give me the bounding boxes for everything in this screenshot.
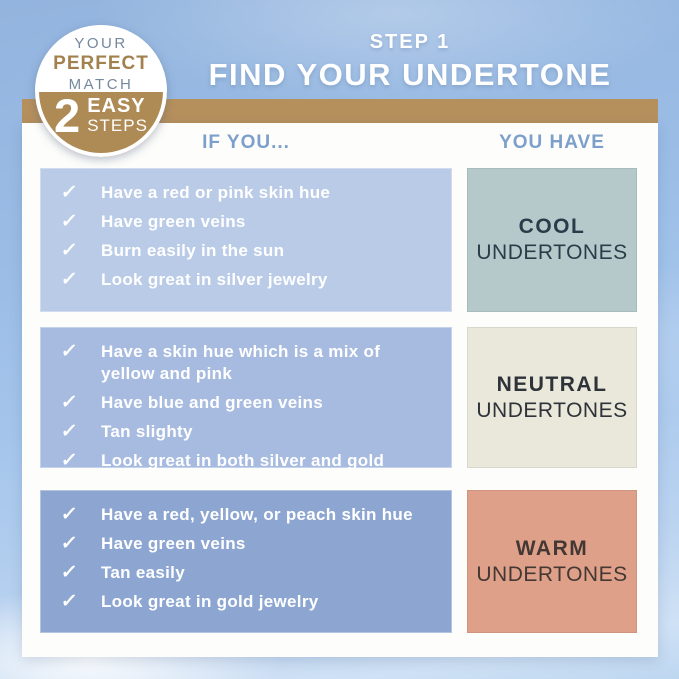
- content-panel: [22, 123, 658, 657]
- criteria-item: [61, 504, 451, 526]
- badge-perfect-text: PERFECT: [53, 53, 149, 74]
- criteria-text: Have a red or pink skin hue: [101, 183, 331, 202]
- perfect-match-badge: [35, 25, 167, 157]
- result-label: UNDERTONES: [476, 562, 628, 586]
- criteria-text: Look great in silver jewelry: [101, 270, 328, 289]
- check-icon: ✓: [59, 341, 79, 362]
- criteria-item: [61, 211, 451, 233]
- criteria-item: [61, 562, 451, 584]
- check-icon: ✓: [59, 450, 79, 471]
- criteria-text: Burn easily in the sun: [101, 241, 285, 260]
- result-word: WARM: [515, 536, 589, 560]
- badge-match-text: MATCH: [68, 76, 134, 93]
- result-word: NEUTRAL: [496, 372, 608, 396]
- result-box-cool: [467, 168, 637, 312]
- criteria-text: Have green veins: [101, 212, 246, 231]
- check-icon: ✓: [59, 392, 79, 413]
- criteria-item: [61, 240, 451, 262]
- undertone-row-cool: [22, 168, 658, 312]
- criteria-text: Tan slighty: [101, 422, 193, 441]
- criteria-item: [61, 591, 451, 613]
- badge-your-text: YOUR: [74, 35, 128, 52]
- result-box-neutral: [467, 327, 637, 468]
- check-icon: ✓: [59, 562, 79, 583]
- criteria-text: Look great in both silver and gold: [101, 451, 385, 470]
- check-icon: ✓: [59, 421, 79, 442]
- criteria-text: Look great in gold jewelry: [101, 592, 319, 611]
- criteria-item: [61, 182, 451, 204]
- criteria-item: [61, 421, 451, 443]
- step-eyebrow: STEP 1: [369, 31, 451, 53]
- result-word: COOL: [518, 215, 586, 238]
- check-icon: ✓: [59, 269, 79, 290]
- criteria-item: [61, 341, 451, 385]
- result-box-warm: [467, 490, 637, 633]
- check-icon: ✓: [59, 591, 79, 612]
- criteria-box: [40, 490, 452, 633]
- badge-bottom-text: [35, 89, 167, 142]
- criteria-item: [61, 533, 451, 555]
- criteria-text: Have blue and green veins: [101, 393, 323, 412]
- badge-step-number: 2: [54, 89, 81, 142]
- badge-easy-text: EASY: [87, 95, 146, 117]
- criteria-text: Tan easily: [101, 563, 185, 582]
- page-title: FIND YOUR UNDERTONE: [208, 57, 612, 92]
- check-icon: ✓: [59, 533, 79, 554]
- check-icon: ✓: [59, 504, 79, 525]
- criteria-box: [40, 168, 452, 312]
- badge-top-text: [35, 35, 167, 93]
- badge-steps-text: STEPS: [87, 116, 148, 135]
- criteria-item: [61, 450, 451, 472]
- criteria-box: [40, 327, 452, 471]
- check-icon: ✓: [59, 211, 79, 232]
- result-label: UNDERTONES: [476, 241, 628, 264]
- badge-step-words: [87, 97, 148, 134]
- undertone-row-neutral: [22, 327, 658, 471]
- criteria-item: [61, 269, 451, 291]
- criteria-item: [61, 392, 451, 414]
- criteria-text: Have a skin hue which is a mix of yellow and pink: [101, 342, 381, 383]
- check-icon: ✓: [59, 240, 79, 261]
- criteria-text: Have a red, yellow, or peach skin hue: [101, 505, 413, 524]
- column-header-if-you: IF YOU...: [202, 132, 290, 153]
- criteria-text: Have green veins: [101, 534, 246, 553]
- check-icon: ✓: [59, 182, 79, 203]
- undertone-row-warm: [22, 490, 658, 633]
- result-label: UNDERTONES: [476, 398, 628, 422]
- header-block: [170, 31, 650, 93]
- column-header-you-have: YOU HAVE: [499, 132, 605, 153]
